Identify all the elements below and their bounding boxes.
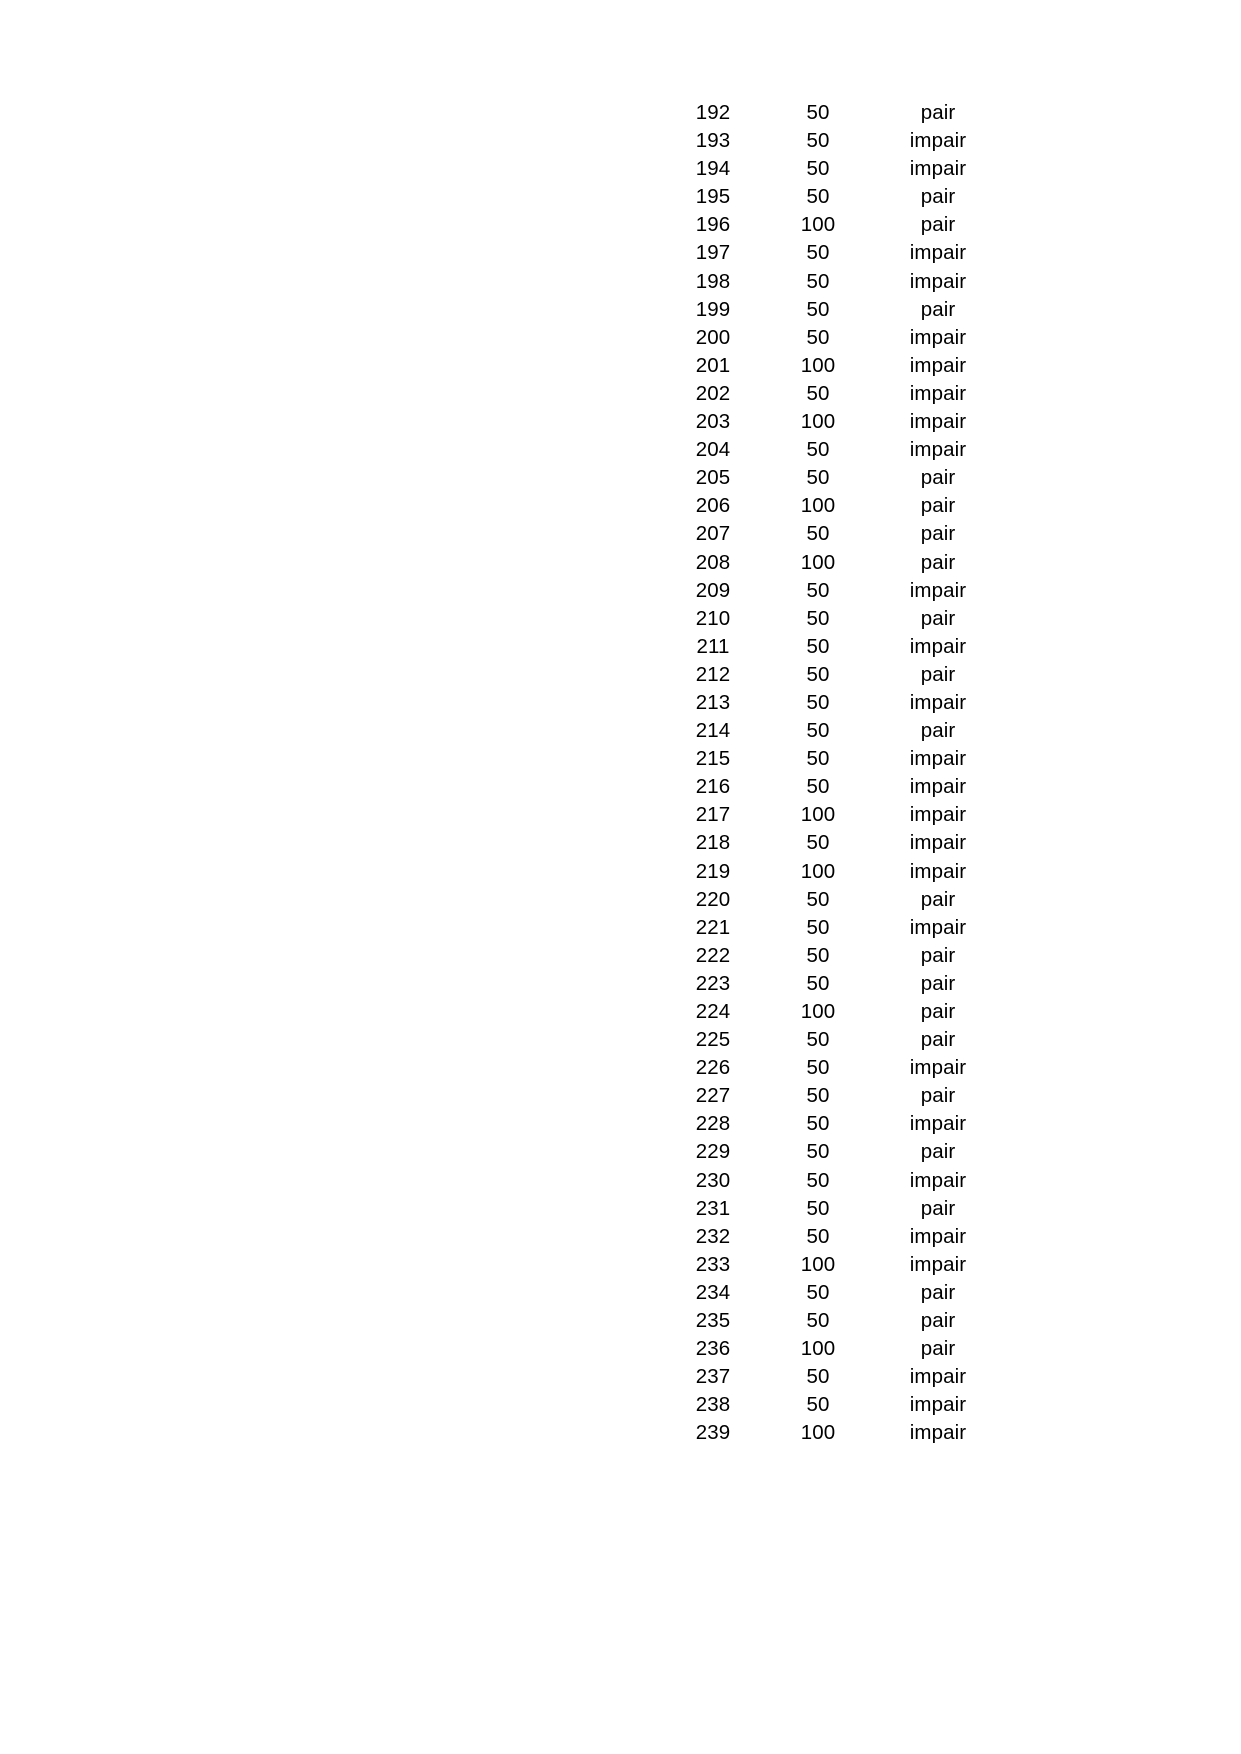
row-parity-cell: impair xyxy=(909,859,967,883)
table-row xyxy=(668,773,998,801)
row-index-cell: 214 xyxy=(695,719,731,743)
row-value-cell: 50 xyxy=(806,1056,830,1080)
table-row xyxy=(668,549,998,577)
row-index-cell: 194 xyxy=(695,157,731,181)
row-parity-cell: impair xyxy=(909,269,967,293)
row-parity-cell: impair xyxy=(909,1056,967,1080)
row-parity-cell: impair xyxy=(909,634,967,658)
row-parity-cell: impair xyxy=(909,915,967,939)
row-value-cell: 50 xyxy=(806,578,830,602)
row-value-cell: 50 xyxy=(806,241,830,265)
row-index-cell: 206 xyxy=(695,494,731,518)
row-value-cell: 100 xyxy=(800,550,836,574)
table-row xyxy=(668,1138,998,1166)
table-row xyxy=(668,914,998,942)
row-index-cell: 228 xyxy=(695,1112,731,1136)
row-value-cell: 50 xyxy=(806,1309,830,1333)
row-value-cell: 50 xyxy=(806,381,830,405)
row-parity-cell: pair xyxy=(920,1196,956,1220)
table-row xyxy=(668,577,998,605)
table-row xyxy=(668,689,998,717)
table-row xyxy=(668,661,998,689)
row-index-cell: 215 xyxy=(695,747,731,771)
table-row xyxy=(668,942,998,970)
data-table xyxy=(668,99,998,1448)
row-value-cell: 100 xyxy=(800,353,836,377)
table-row xyxy=(668,745,998,773)
table-row xyxy=(668,211,998,239)
row-value-cell: 50 xyxy=(806,775,830,799)
table-row xyxy=(668,239,998,267)
row-index-cell: 229 xyxy=(695,1140,731,1164)
table-row xyxy=(668,886,998,914)
row-parity-cell: pair xyxy=(920,1028,956,1052)
row-parity-cell: impair xyxy=(909,578,967,602)
row-index-cell: 197 xyxy=(695,241,731,265)
row-value-cell: 50 xyxy=(806,887,830,911)
row-index-cell: 216 xyxy=(695,775,731,799)
row-value-cell: 50 xyxy=(806,1084,830,1108)
row-index-cell: 224 xyxy=(695,1000,731,1023)
row-index-cell: 210 xyxy=(695,606,731,630)
row-index-cell: 238 xyxy=(695,1393,731,1417)
row-parity-cell: pair xyxy=(920,1084,956,1108)
row-parity-cell: impair xyxy=(909,157,967,181)
row-value-cell: 100 xyxy=(800,213,836,237)
row-value-cell: 50 xyxy=(806,466,830,490)
row-parity-cell: pair xyxy=(920,943,956,967)
row-index-cell: 209 xyxy=(695,578,731,602)
row-parity-cell: pair xyxy=(920,213,956,237)
row-value-cell: 50 xyxy=(806,971,830,995)
row-index-cell: 235 xyxy=(695,1309,731,1333)
row-value-cell: 100 xyxy=(800,1421,836,1445)
row-index-cell: 232 xyxy=(695,1224,731,1248)
table-row xyxy=(668,464,998,492)
row-index-cell: 219 xyxy=(695,859,731,883)
row-parity-cell: impair xyxy=(909,381,967,405)
table-row xyxy=(668,1391,998,1419)
row-value-cell: 100 xyxy=(800,803,836,827)
row-value-cell: 50 xyxy=(806,1140,830,1164)
row-parity-cell: pair xyxy=(920,297,956,321)
table-row xyxy=(668,1167,998,1195)
row-value-cell: 50 xyxy=(806,129,830,153)
row-index-cell: 233 xyxy=(695,1252,731,1276)
row-index-cell: 207 xyxy=(695,522,731,546)
row-index-cell: 200 xyxy=(695,325,731,349)
row-value-cell: 50 xyxy=(806,1280,830,1304)
row-index-cell: 208 xyxy=(695,550,731,574)
table-row xyxy=(668,1082,998,1110)
row-index-cell: 237 xyxy=(695,1365,731,1389)
table-row xyxy=(668,155,998,183)
table-row xyxy=(668,998,998,1026)
table-row xyxy=(668,1335,998,1363)
row-value-cell: 50 xyxy=(806,831,830,855)
table-row xyxy=(668,296,998,324)
table-row xyxy=(668,970,998,998)
row-parity-cell: impair xyxy=(909,438,967,462)
row-index-cell: 225 xyxy=(695,1028,731,1052)
row-parity-cell: pair xyxy=(920,971,956,995)
row-value-cell: 50 xyxy=(806,438,830,462)
table-row xyxy=(668,352,998,380)
row-value-cell: 50 xyxy=(806,1168,830,1192)
row-parity-cell: pair xyxy=(920,101,956,124)
row-parity-cell: pair xyxy=(920,185,956,209)
table-row xyxy=(668,1054,998,1082)
row-index-cell: 239 xyxy=(695,1421,731,1445)
row-parity-cell: impair xyxy=(909,1421,967,1445)
row-index-cell: 222 xyxy=(695,943,731,967)
row-index-cell: 198 xyxy=(695,269,731,293)
row-value-cell: 50 xyxy=(806,747,830,771)
row-parity-cell: impair xyxy=(909,129,967,153)
row-parity-cell: pair xyxy=(920,1309,956,1333)
row-parity-cell: pair xyxy=(920,466,956,490)
table-row xyxy=(668,380,998,408)
row-parity-cell: impair xyxy=(909,353,967,377)
row-index-cell: 236 xyxy=(695,1337,731,1361)
row-parity-cell: impair xyxy=(909,410,967,434)
row-parity-cell: pair xyxy=(920,522,956,546)
row-value-cell: 100 xyxy=(800,494,836,518)
table-row xyxy=(668,520,998,548)
table-row xyxy=(668,829,998,857)
row-parity-cell: pair xyxy=(920,606,956,630)
row-value-cell: 50 xyxy=(806,1112,830,1136)
row-index-cell: 218 xyxy=(695,831,731,855)
table-row xyxy=(668,1026,998,1054)
table-row xyxy=(668,127,998,155)
table-row xyxy=(668,633,998,661)
row-value-cell: 50 xyxy=(806,719,830,743)
table-row xyxy=(668,801,998,829)
row-value-cell: 50 xyxy=(806,325,830,349)
row-index-cell: 211 xyxy=(696,634,730,658)
row-index-cell: 231 xyxy=(695,1196,731,1220)
row-value-cell: 50 xyxy=(806,185,830,209)
row-parity-cell: impair xyxy=(909,1112,967,1136)
row-parity-cell: pair xyxy=(920,1000,956,1023)
row-value-cell: 50 xyxy=(806,1224,830,1248)
row-parity-cell: pair xyxy=(920,719,956,743)
table-row xyxy=(668,858,998,886)
row-value-cell: 50 xyxy=(806,522,830,546)
row-index-cell: 192 xyxy=(695,101,731,124)
row-value-cell: 50 xyxy=(806,1196,830,1220)
table-row xyxy=(668,1419,998,1447)
row-parity-cell: pair xyxy=(920,887,956,911)
row-value-cell: 100 xyxy=(800,1337,836,1361)
table-row xyxy=(668,1307,998,1335)
row-parity-cell: impair xyxy=(909,747,967,771)
row-parity-cell: impair xyxy=(909,1224,967,1248)
row-value-cell: 50 xyxy=(806,662,830,686)
row-index-cell: 195 xyxy=(695,185,731,209)
row-value-cell: 100 xyxy=(800,410,836,434)
row-parity-cell: impair xyxy=(909,325,967,349)
row-index-cell: 217 xyxy=(695,803,731,827)
table-row xyxy=(668,268,998,296)
row-parity-cell: impair xyxy=(909,775,967,799)
row-index-cell: 227 xyxy=(695,1084,731,1108)
row-index-cell: 196 xyxy=(695,213,731,237)
row-index-cell: 226 xyxy=(695,1056,731,1080)
row-value-cell: 50 xyxy=(806,1393,830,1417)
row-parity-cell: impair xyxy=(909,1252,967,1276)
row-parity-cell: impair xyxy=(909,803,967,827)
row-parity-cell: impair xyxy=(909,831,967,855)
row-parity-cell: pair xyxy=(920,1140,956,1164)
row-value-cell: 50 xyxy=(806,1028,830,1052)
row-parity-cell: impair xyxy=(909,241,967,265)
row-parity-cell: pair xyxy=(920,1280,956,1304)
row-parity-cell: impair xyxy=(909,1365,967,1389)
row-parity-cell: impair xyxy=(909,1168,967,1192)
table-row xyxy=(668,183,998,211)
row-index-cell: 213 xyxy=(695,690,731,714)
table-row xyxy=(668,1279,998,1307)
row-parity-cell: impair xyxy=(909,690,967,714)
row-value-cell: 50 xyxy=(806,915,830,939)
table-row xyxy=(668,99,998,127)
row-index-cell: 201 xyxy=(695,353,731,377)
table-row xyxy=(668,1363,998,1391)
row-index-cell: 220 xyxy=(695,887,731,911)
row-value-cell: 100 xyxy=(800,859,836,883)
row-index-cell: 230 xyxy=(695,1168,731,1192)
row-index-cell: 199 xyxy=(695,297,731,321)
row-parity-cell: impair xyxy=(909,1393,967,1417)
row-parity-cell: pair xyxy=(920,1337,956,1361)
row-value-cell: 50 xyxy=(806,606,830,630)
row-index-cell: 204 xyxy=(695,438,731,462)
row-value-cell: 100 xyxy=(800,1000,836,1023)
row-index-cell: 212 xyxy=(695,662,731,686)
table-row xyxy=(668,408,998,436)
row-value-cell: 50 xyxy=(806,690,830,714)
row-value-cell: 50 xyxy=(806,634,830,658)
table-row xyxy=(668,492,998,520)
row-value-cell: 100 xyxy=(800,1252,836,1276)
table-row xyxy=(668,1251,998,1279)
row-value-cell: 50 xyxy=(806,1365,830,1389)
row-value-cell: 50 xyxy=(806,943,830,967)
row-value-cell: 50 xyxy=(806,297,830,321)
table-row xyxy=(668,605,998,633)
row-index-cell: 193 xyxy=(695,129,731,153)
row-value-cell: 50 xyxy=(806,157,830,181)
row-index-cell: 203 xyxy=(695,410,731,434)
row-index-cell: 202 xyxy=(695,381,731,405)
table-row xyxy=(668,1223,998,1251)
row-value-cell: 50 xyxy=(806,269,830,293)
table-row xyxy=(668,1110,998,1138)
table-row xyxy=(668,717,998,745)
row-index-cell: 234 xyxy=(695,1280,731,1304)
row-parity-cell: pair xyxy=(920,494,956,518)
row-index-cell: 205 xyxy=(695,466,731,490)
row-index-cell: 223 xyxy=(695,971,731,995)
row-parity-cell: pair xyxy=(920,662,956,686)
row-index-cell: 221 xyxy=(695,915,731,939)
table-row xyxy=(668,324,998,352)
row-parity-cell: pair xyxy=(920,550,956,574)
row-value-cell: 50 xyxy=(806,101,830,124)
table-row xyxy=(668,1195,998,1223)
table-row xyxy=(668,436,998,464)
